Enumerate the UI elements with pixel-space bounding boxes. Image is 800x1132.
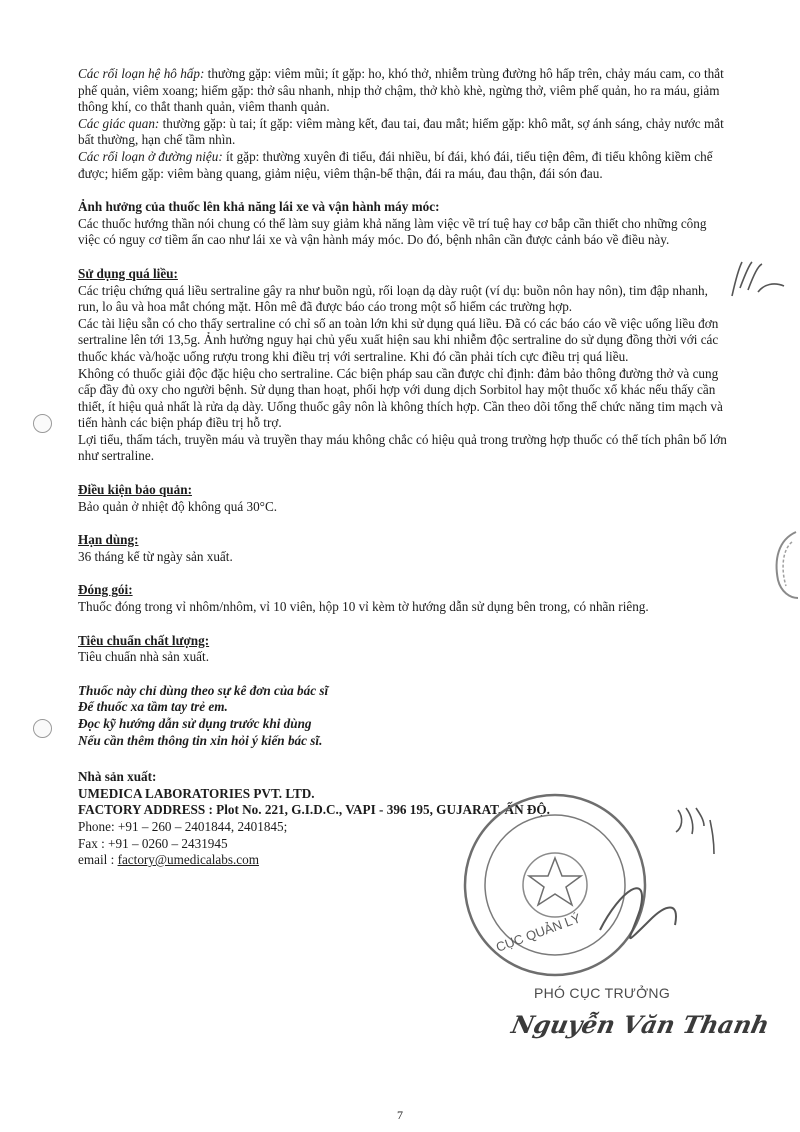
overdose-paragraph-1: Các triệu chứng quá liều sertraline gây ra như buồn ngủ, rối loạn dạ dày ruột (ví dụ: buồn nôn hay nôn), tim đập nhanh, run, lo âu và hoa mắt chóng mặt. Hôn mê đã được báo cáo trong một số hiếm các trường hợp. — [78, 282, 708, 315]
driving-section — [78, 199, 730, 249]
overdose-paragraph-2: Các tài liệu sẵn có cho thấy sertraline có chỉ số an toàn lớn khi sử dụng quá liều. Đã có các báo cáo về việc uống liều đơn sertraline lên tới 13,5g. Ảnh hưởng nguy hại chủ yếu xuất hiện sau khi nhiễm độc sertraline do sử dụng đồng thời với các thuốc khác và/hoặc uống rượu trong khi điều trị với sertraline. Khi đó cần phải tích cực điều trị quá liều. — [78, 315, 719, 364]
warning-line: Thuốc này chỉ dùng theo sự kê đơn của bác sĩ — [78, 682, 329, 698]
storage-heading: Điều kiện bảo quản: — [78, 482, 192, 498]
edge-stamp-fragment — [768, 530, 800, 600]
punch-hole-upper — [33, 414, 52, 433]
packaging-section — [78, 582, 730, 615]
driving-text: Các thuốc hướng thần nói chung có thể làm suy giảm khả năng làm việc về trí tuệ hay cơ bắp cần thiết cho những công việc có nguy cơ tiềm ẩn cao như lái xe và vận hành máy móc. Do đó, bệnh nhân cần được cảnh báo về điều này. — [78, 215, 707, 248]
urinary-label: Các rối loạn ở đường niệu: — [78, 148, 223, 164]
senses-text: thường gặp: ù tai; ít gặp: viêm màng kết, đau tai, đau mắt; hiếm gặp: khô mắt, sợ ánh sáng, chảy nước mắt bất thường, hạn chế tầm nhìn. — [78, 115, 724, 148]
fax-line: Fax : +91 – 0260 – 2431945 — [78, 835, 228, 851]
page-number: 7 — [397, 1108, 403, 1122]
document-body — [78, 66, 730, 869]
overdose-heading: Sử dụng quá liều: — [78, 265, 178, 281]
quality-section — [78, 633, 730, 666]
stamp-text: CỤC QUẢN LÝ — [493, 910, 583, 955]
warning-line: Đọc kỹ hướng dẫn sử dụng trước khi dùng — [78, 716, 312, 731]
respiratory-label: Các rối loạn hệ hô hấp: — [78, 66, 205, 81]
overdose-section — [78, 266, 730, 465]
email-line — [78, 852, 730, 869]
packaging-heading: Đóng gói: — [78, 582, 133, 598]
shelf-life-text: 36 tháng kể từ ngày sản xuất. — [78, 548, 233, 564]
urinary-paragraph — [78, 149, 730, 182]
handwritten-initials-top — [728, 258, 788, 302]
senses-paragraph — [78, 116, 730, 149]
overdose-paragraph-4: Lợi tiểu, thẩm tách, truyền máu và truyền thay máu không chắc có hiệu quả trong trường hợp thuốc có thể tích phân bố lớn như sertraline. — [78, 431, 727, 464]
email-label: email : — [78, 852, 118, 868]
phone-line: Phone: +91 – 260 – 2401844, 2401845; — [78, 818, 288, 834]
signatory-name: Nguyễn Văn Thanh — [508, 1010, 773, 1039]
manufacturer-heading: Nhà sản xuất: — [78, 769, 157, 785]
storage-text: Bảo quản ở nhiệt độ không quá 30°C. — [78, 498, 278, 514]
respiratory-paragraph — [78, 66, 730, 116]
manufacturer-block — [78, 769, 730, 869]
shelf-life-section — [78, 532, 730, 565]
factory-address: FACTORY ADDRESS : Plot No. 221, G.I.D.C., VAPI - 396 195, GUJARAT, ẤN ĐỘ. — [78, 802, 550, 818]
email-link[interactable]: factory@umedicalabs.com — [117, 852, 259, 868]
driving-heading: Ảnh hưởng của thuốc lên khả năng lái xe và vận hành máy móc: — [78, 199, 440, 215]
warning-line: Để thuốc xa tầm tay trẻ em. — [78, 699, 228, 715]
manufacturer-name: UMEDICA LABORATORIES PVT. LTD. — [78, 785, 315, 801]
warning-line: Nếu cần thêm thông tin xin hỏi ý kiến bác sĩ. — [78, 732, 323, 748]
shelf-life-heading: Hạn dùng: — [78, 532, 139, 548]
quality-heading: Tiêu chuẩn chất lượng: — [78, 632, 210, 648]
quality-text: Tiêu chuẩn nhà sản xuất. — [78, 649, 209, 665]
warnings-block — [78, 683, 730, 749]
urinary-text: ít gặp: thường xuyên đi tiểu, đái nhiều, bí đái, khó đái, tiểu tiện đêm, đi tiểu không kiềm chế được; hiếm gặp: viêm bàng quang, giảm niệu, viêm thận-bể thận, đái ra máu, đau thận, đái són đau. — [78, 148, 713, 181]
senses-label: Các giác quan: — [78, 115, 160, 131]
storage-section — [78, 482, 730, 515]
punch-hole-lower — [33, 719, 52, 738]
signatory-title: PHÓ CỤC TRƯỞNG — [534, 985, 671, 1001]
respiratory-text: thường gặp: viêm mũi; ít gặp: ho, khó thở, nhiễm trùng đường hô hấp trên, chảy máu cam, co thắt phế quản, viêm xoang; hiếm gặp: thở sâu nhanh, nhịp thở chậm, thở khò khè, ngừng thở, viêm phế quản, ho ra máu, giảm thông khí, co thắt thanh quản, viêm thanh quản. — [78, 66, 724, 115]
packaging-text: Thuốc đóng trong vỉ nhôm/nhôm, vỉ 10 viên, hộp 10 vỉ kèm tờ hướng dẫn sử dụng bên trong, có nhãn riêng. — [78, 599, 649, 615]
overdose-paragraph-3: Không có thuốc giải độc đặc hiệu cho sertraline. Các biện pháp sau cần được chỉ định: đảm bảo thông đường thở và cung cấp đầy đủ oxy cho người bệnh. Sử dụng than hoạt, phối hợp với dung dịch Sorbitol hay một thuốc xổ khác nếu thấy cần thiết, ít hiệu quả nhất là rửa dạ dày. Uống thuốc gây nôn là không thích hợp. Cần theo dõi tổng thể chức năng tim mạch và tiến hành các biện pháp điều trị hỗ trợ. — [78, 365, 723, 431]
